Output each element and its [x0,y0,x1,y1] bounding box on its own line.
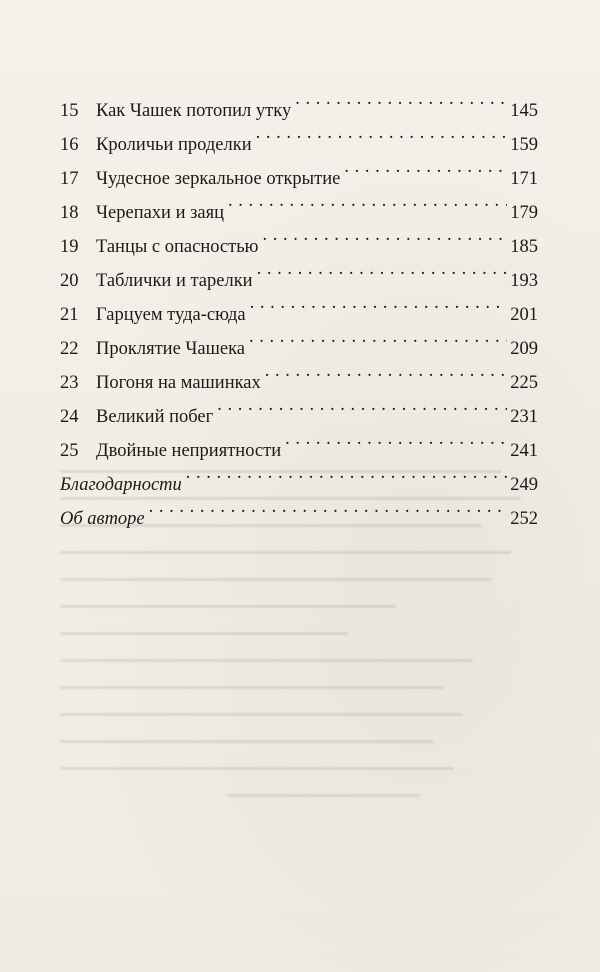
chapter-title: Двойные неприятности [96,441,282,461]
page-number: 193 [510,271,538,291]
dot-leader [186,456,507,490]
chapter-title: Чудесное зеркальное открытие [96,169,341,189]
chapter-number: 22 [60,339,79,359]
section-title: Об авторе [60,509,145,529]
dot-leader [249,320,507,354]
dot-leader [262,218,507,252]
dot-leader [285,422,507,456]
table-of-contents [60,82,538,529]
page-number: 159 [510,135,538,155]
chapter-title: Гарцуем туда-сюда [96,305,246,325]
page-number: 179 [510,203,538,223]
dot-leader [217,388,507,422]
page-number: 225 [510,373,538,393]
dot-leader [295,82,507,116]
chapter-number: 24 [60,407,79,427]
chapter-number: 23 [60,373,79,393]
dot-leader [344,150,507,184]
chapter-number: 16 [60,135,79,155]
chapter-title: Великий побег [96,407,214,427]
chapter-title: Погоня на машинках [96,373,261,393]
chapter-number: 19 [60,237,79,257]
bleed-through-text [60,470,540,930]
page-number: 241 [510,441,538,461]
dot-leader [228,184,507,218]
chapter-number: 17 [60,169,79,189]
chapter-title: Танцы с опасностью [96,237,259,257]
dot-leader [256,116,508,150]
page-number: 231 [510,407,538,427]
dot-leader [265,354,507,388]
page-number: 171 [510,169,538,189]
chapter-number: 18 [60,203,79,223]
chapter-number: 21 [60,305,79,325]
page-number: 201 [510,305,538,325]
page-number: 249 [510,475,538,495]
page-number: 185 [510,237,538,257]
chapter-title: Таблички и тарелки [96,271,253,291]
page-number: 145 [510,101,538,121]
page-number: 209 [510,339,538,359]
chapter-number: 15 [60,101,79,121]
section-title: Благодарности [60,475,182,495]
dot-leader [250,286,508,320]
chapter-title: Кроличьи проделки [96,135,252,155]
chapter-title: Проклятие Чашека [96,339,246,359]
page-number: 252 [510,509,538,529]
toc-entry [60,82,538,121]
chapter-title: Черепахи и заяц [96,203,225,223]
chapter-number: 20 [60,271,79,291]
dot-leader [149,490,508,524]
dot-leader [257,252,508,286]
chapter-number: 25 [60,441,79,461]
chapter-title: Как Чашек потопил утку [96,101,292,121]
